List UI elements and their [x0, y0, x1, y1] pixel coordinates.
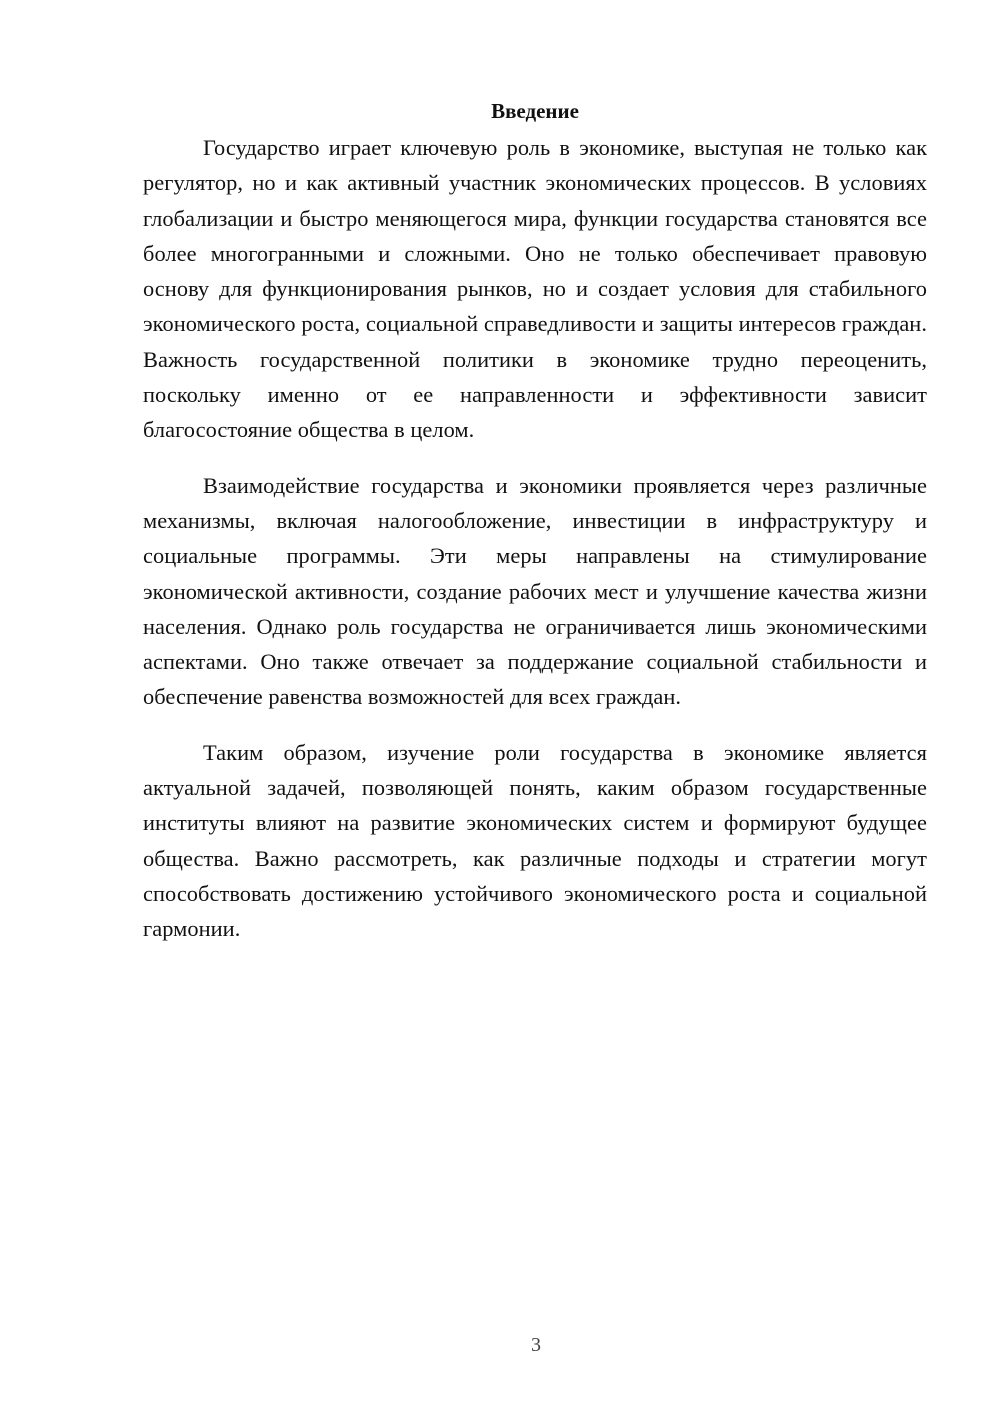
- page-content: [143, 94, 927, 967]
- page-number: 3: [531, 1334, 541, 1356]
- paragraph: Взаимодействие государства и экономики проявляется через различные механизмы, включая налогообложение, инвестиции в инфраструктуру и социальные программы. Эти меры направлены на стимулирование экономической активности, создание рабочих мест и улучшение качества жизни населения. Однако роль государства не ограничивается лишь экономическими аспектами. Оно также отвечает за поддержание социальной стабильности и обеспечение равенства возможностей для всех граждан.: [143, 472, 927, 710]
- section-title: Введение: [491, 99, 579, 123]
- paragraph: Государство играет ключевую роль в экономике, выступая не только как регулятор, но и как активный участник экономических процессов. В условиях глобализации и быстро меняющегося мира, функции государства становятся все более многогранными и сложными. Оно не только обеспечивает правовую основу для функционирования рынков, но и создает условия для стабильного экономического роста, социальной справедливости и защиты интересов граждан. Важность государственной политики в экономике трудно переоценить, поскольку именно от ее направленности и эффективности зависит благосостояние общества в целом.: [143, 135, 927, 443]
- paragraph: Таким образом, изучение роли государства в экономике является актуальной задачей, позволяющей понять, каким образом государственные институты влияют на развитие экономических систем и формируют будущее общества. Важно рассмотреть, как различные подходы и стратегии могут способствовать достижению устойчивого экономического роста и социальной гармонии.: [143, 739, 927, 942]
